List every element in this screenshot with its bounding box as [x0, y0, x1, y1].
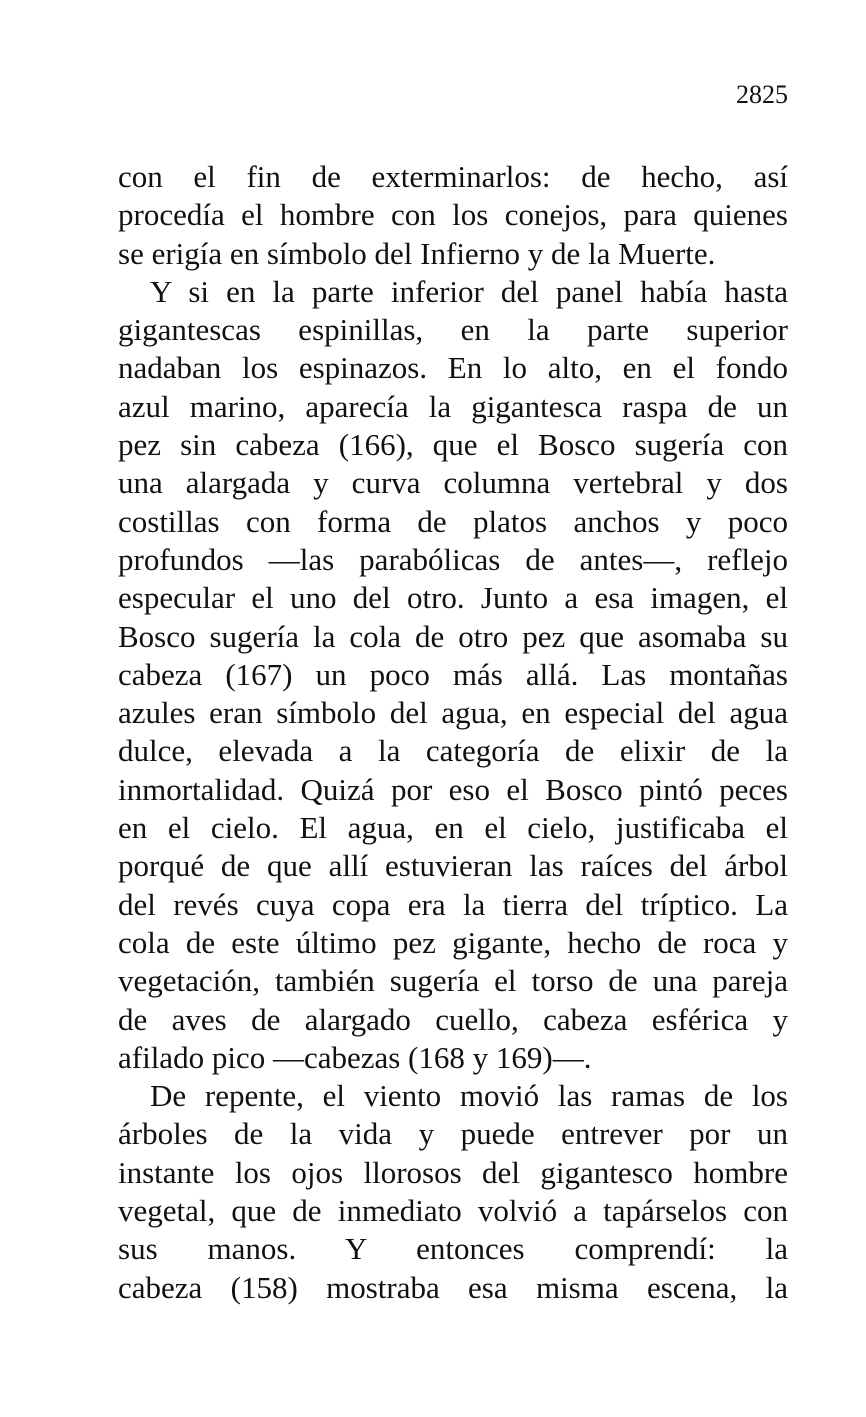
- text-line: profundos —las parabólicas de antes—, reflejo: [118, 541, 788, 577]
- text-line: dulce, elevada a la categoría de elixir de la: [118, 733, 788, 769]
- text-line: árboles de la vida y puede entrever por un: [118, 1116, 788, 1152]
- paragraph-first-line: De repente, el viento movió las ramas de los: [150, 1078, 788, 1114]
- text-line: procedía el hombre con los conejos, para quienes: [118, 197, 788, 233]
- text-line: especular el uno del otro. Junto a esa imagen, el: [118, 580, 788, 616]
- body-text: [118, 158, 788, 1307]
- text-line: inmortalidad. Quizá por eso el Bosco pintó peces: [118, 771, 788, 807]
- text-line: una alargada y curva columna vertebral y dos: [118, 465, 788, 501]
- text-line: en el cielo. El agua, en el cielo, justificaba el: [118, 810, 788, 846]
- text-line: se erigía en símbolo del Infierno y de la Muerte.: [118, 235, 716, 271]
- page-number: 2825: [736, 80, 788, 109]
- text-line: porqué de que allí estuvieran las raíces del árbol: [118, 848, 788, 884]
- text-line: cola de este último pez gigante, hecho de roca y: [118, 924, 788, 960]
- text-line: costillas con forma de platos anchos y poco: [118, 503, 788, 539]
- text-line: gigantescas espinillas, en la parte superior: [118, 312, 788, 348]
- text-line: sus manos. Y entonces comprendí: la: [118, 1231, 788, 1267]
- text-line: vegetación, también sugería el torso de una pareja: [118, 963, 788, 999]
- text-line: con el fin de exterminarlos: de hecho, así: [118, 159, 788, 194]
- text-line: vegetal, que de inmediato volvió a tapárselos con: [118, 1193, 788, 1229]
- text-line: azul marino, aparecía la gigantesca raspa de un: [118, 388, 788, 424]
- paragraph-first-line: Y si en la parte inferior del panel había hasta: [150, 273, 788, 309]
- text-line: del revés cuya copa era la tierra del tríptico. La: [118, 886, 788, 922]
- text-line: pez sin cabeza (166), que el Bosco sugería con: [118, 427, 788, 463]
- text-line: de aves de alargado cuello, cabeza esférica y: [118, 1001, 788, 1037]
- text-line: afilado pico —cabezas (168 y 169)—.: [118, 1039, 592, 1075]
- text-line: nadaban los espinazos. En lo alto, en el fondo: [118, 350, 788, 386]
- text-line: cabeza (158) mostraba esa misma escena, la: [118, 1269, 788, 1305]
- text-line: instante los ojos llorosos del gigantesco hombre: [118, 1154, 788, 1190]
- text-line: azules eran símbolo del agua, en especial del agua: [118, 695, 788, 731]
- text-line: cabeza (167) un poco más allá. Las montañas: [118, 656, 788, 692]
- text-line: Bosco sugería la cola de otro pez que asomaba su: [118, 618, 788, 654]
